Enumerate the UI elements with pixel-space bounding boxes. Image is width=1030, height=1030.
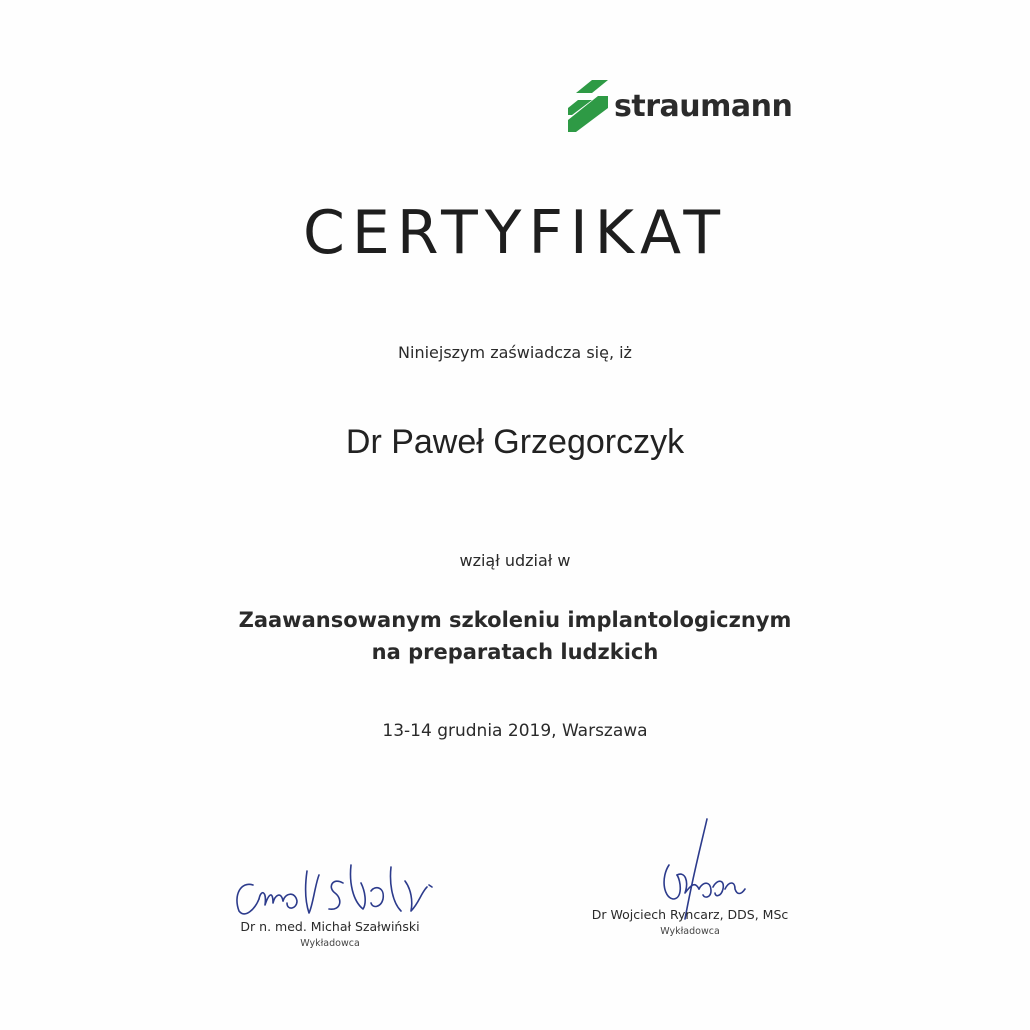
straumann-mark-icon [568, 80, 608, 132]
signature-szalwinski-icon [215, 845, 445, 925]
signatory-left-name: Dr n. med. Michał Szałwiński [240, 919, 420, 934]
signatory-right-role: Wykładowca [660, 926, 720, 937]
straumann-logo [568, 80, 792, 132]
signature-block-left [200, 845, 460, 949]
signatory-left-role: Wykładowca [300, 938, 360, 949]
signature-block-right [570, 815, 810, 937]
date-place: 13-14 grudnia 2019, Warszawa [382, 721, 648, 741]
recipient-name: Dr Paweł Grzegorczyk [345, 423, 685, 461]
participation-text: wziął udział w [459, 551, 571, 570]
certificate-title: CERTYFIKAT [303, 198, 727, 268]
signatory-right-name: Dr Wojciech Ryncarz, DDS, MSc [591, 907, 789, 922]
intro-text: Niniejszym zaświadcza się, iż [398, 343, 632, 362]
course-title [0, 604, 1030, 668]
logo-wordmark: straumann [614, 89, 793, 124]
course-title-line-1: Zaawansowanym szkoleniu implantologicznym [238, 608, 792, 632]
course-title-line-2: na preparatach ludzkich [371, 640, 659, 664]
